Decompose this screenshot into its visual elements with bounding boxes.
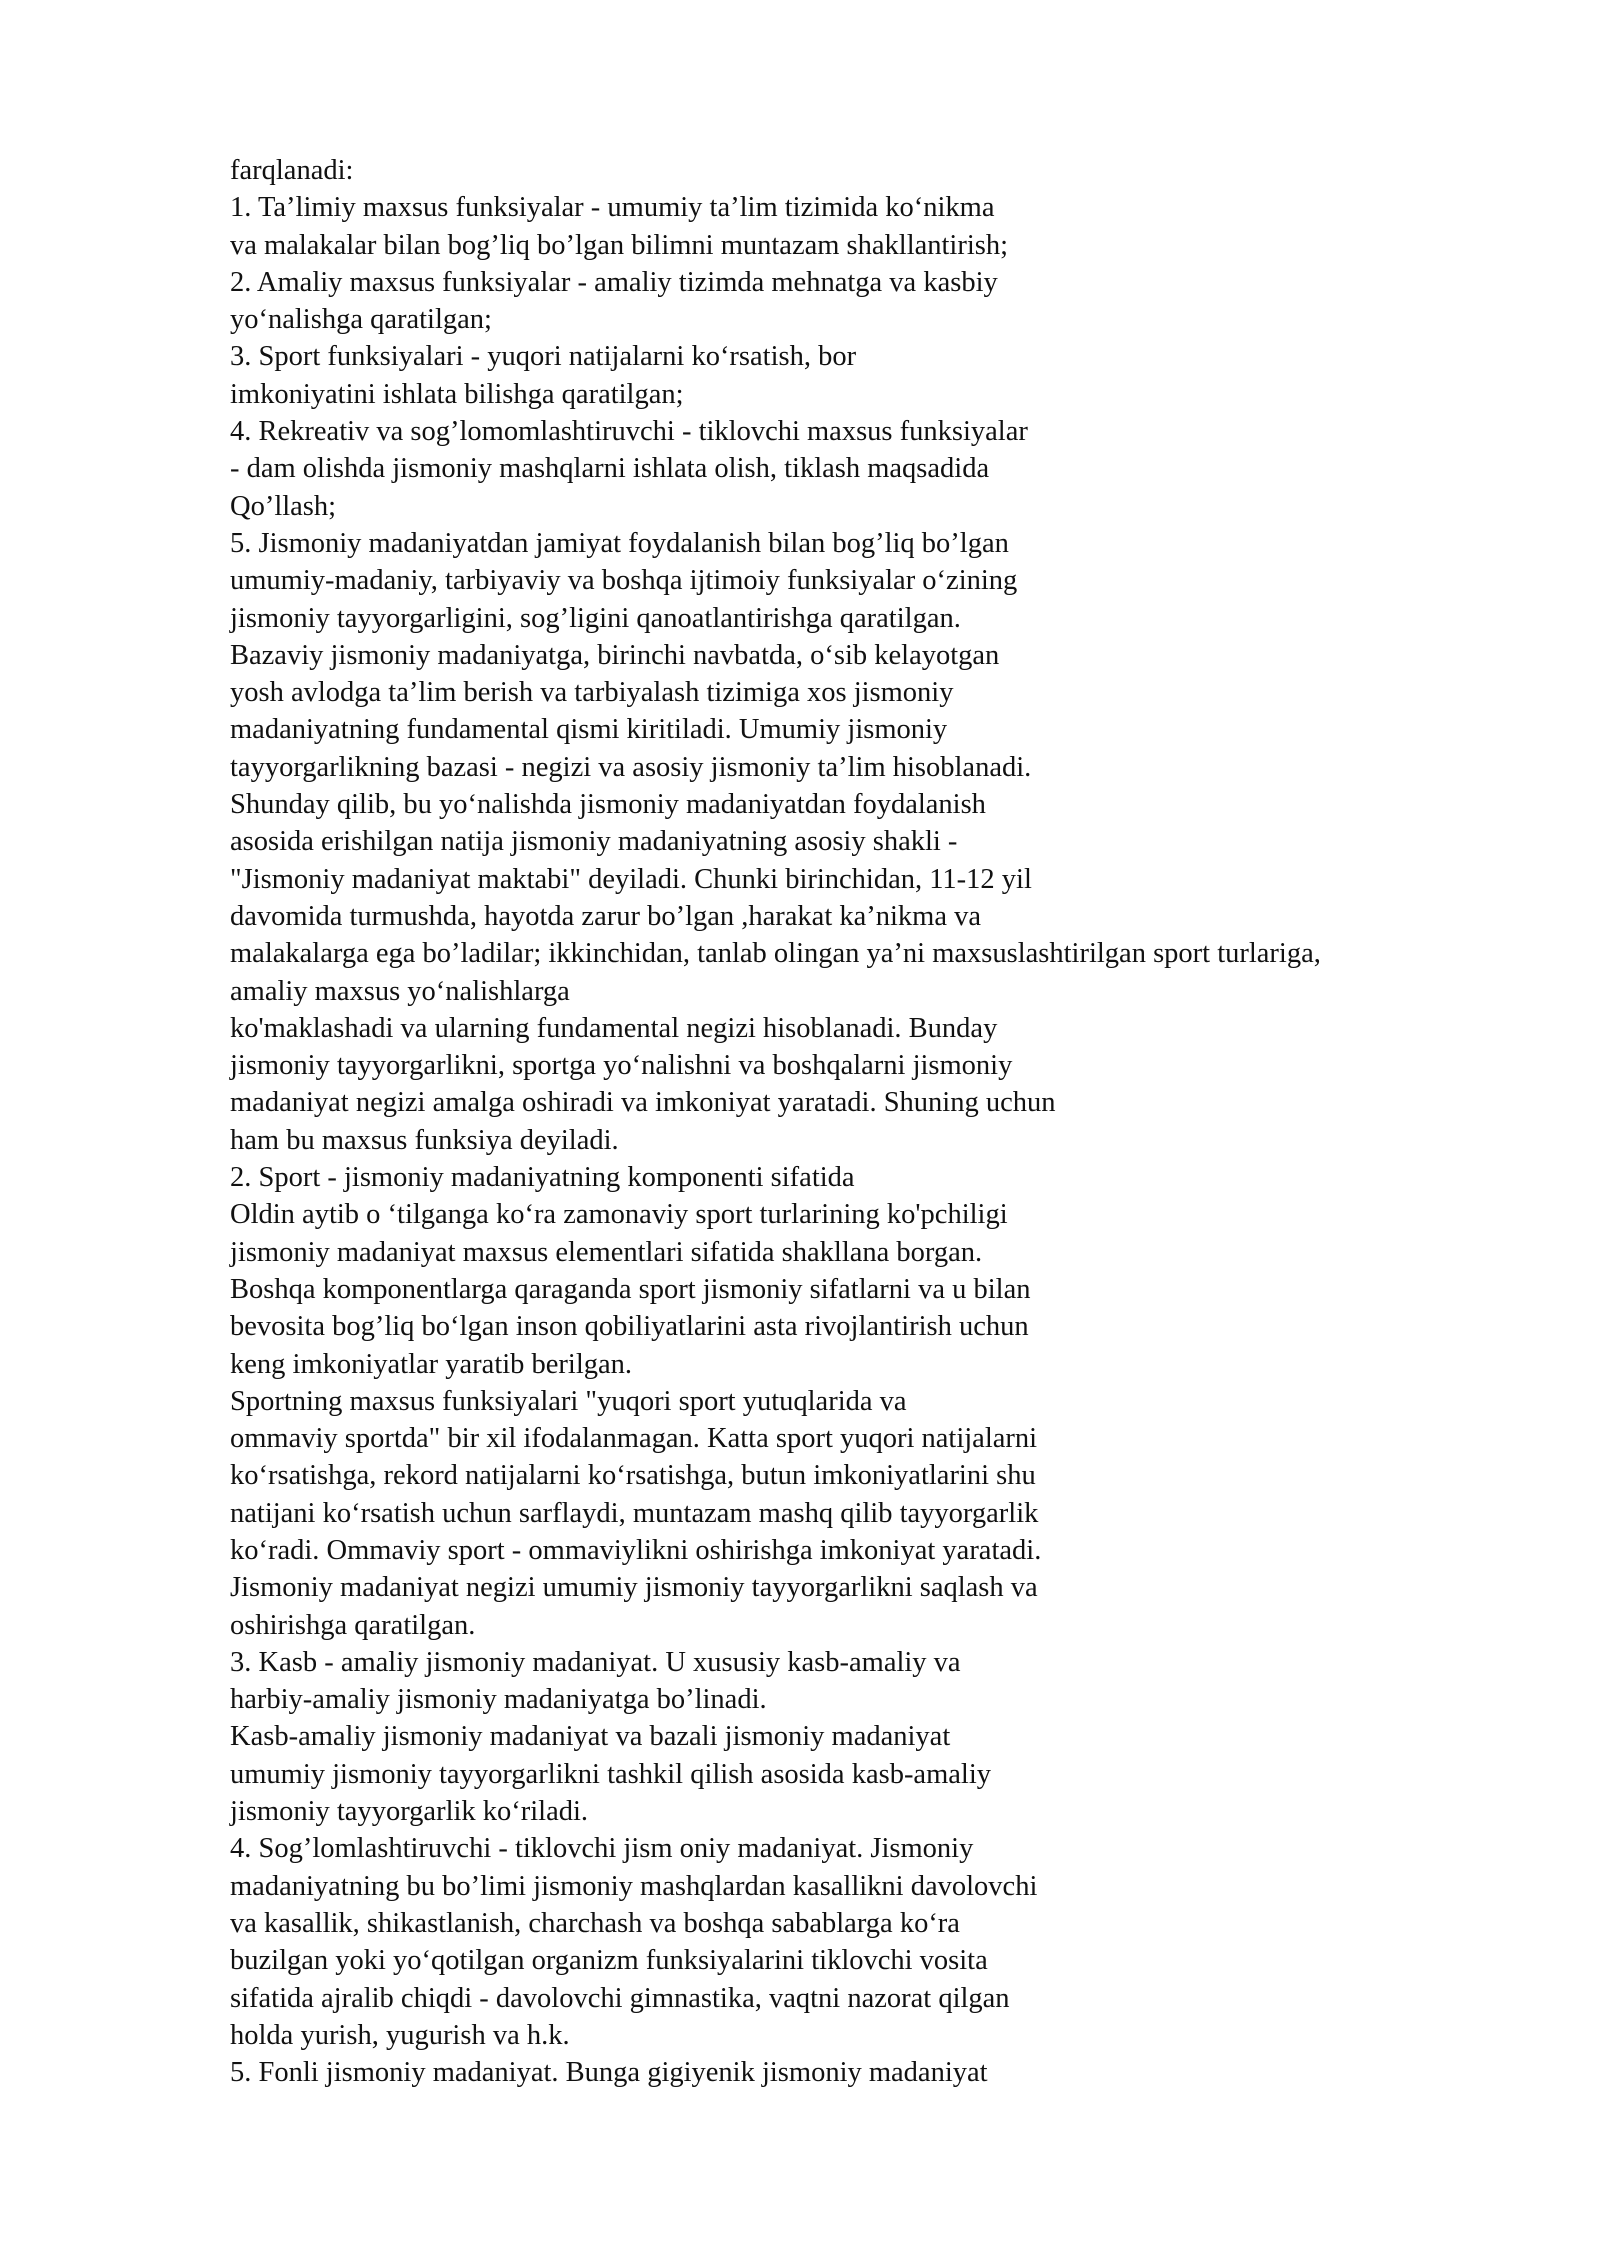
text-line: ko'maklashadi va ularning fundamental negizi hisoblanadi. Bunday — [230, 1012, 998, 1044]
text-line: koʻradi. Ommaviy sport - ommaviylikni oshirishga imkoniyat yaratadi. — [230, 1534, 1042, 1566]
text-line: Jismoniy madaniyat negizi umumiy jismoniy tayyorgarlikni saqlash va — [230, 1572, 1038, 1604]
text-line: koʻrsatishga, rekord natijalarni koʻrsatishga, butun imkoniyatlarini shu — [230, 1460, 1036, 1492]
text-line: umumiy-madaniy, tarbiyaviy va boshqa ijtimoiy funksiyalar oʻzining — [230, 565, 1018, 597]
text-line: 2. Sport - jismoniy madaniyatning komponenti sifatida — [230, 1162, 855, 1194]
text-line: keng imkoniyatlar yaratib berilgan. — [230, 1348, 633, 1380]
text-line: jismoniy tayyorgarligini, sog’ligini qanoatlantirishga qaratilgan. — [230, 602, 961, 634]
text-line: 4. Sog’lomlashtiruvchi - tiklovchi jism oniy madaniyat. Jismoniy — [230, 1833, 974, 1865]
text-line: Shunday qilib, bu yoʻnalishda jismoniy madaniyatdan foydalanish — [230, 789, 986, 821]
text-line: Bazaviy jismoniy madaniyatga, birinchi navbatda, oʻsib kelayotgan — [230, 639, 1000, 671]
text-line: 5. Fonli jismoniy madaniyat. Bunga gigiyenik jismoniy madaniyat — [230, 2057, 988, 2089]
text-line: Sportning maxsus funksiyalari "yuqori sport yutuqlarida va — [230, 1385, 907, 1417]
text-line: holda yurish, yugurish va h.k. — [230, 2019, 570, 2051]
text-line: harbiy-amaliy jismoniy madaniyatga bo’linadi. — [230, 1684, 767, 1716]
text-line: "Jismoniy madaniyat maktabi" deyiladi. Chunki birinchidan, 11-12 yil — [230, 863, 1032, 895]
text-line: Qo’llash; — [230, 490, 337, 522]
text-line: tayyorgarlikning bazasi - negizi va asosiy jismoniy ta’lim hisoblanadi. — [230, 751, 1032, 783]
text-line: jismoniy tayyorgarlikni, sportga yoʻnalishni va boshqalarni jismoniy — [230, 1050, 1013, 1082]
text-line: 2. Amaliy maxsus funksiyalar - amaliy tizimda mehnatga va kasbiy — [230, 266, 998, 298]
text-line: 1. Ta’limiy maxsus funksiyalar - umumiy ta’lim tizimida koʻnikma — [230, 192, 995, 224]
text-line: 3. Kasb - amaliy jismoniy madaniyat. U xususiy kasb-amaliy va — [230, 1646, 961, 1678]
text-line: davomida turmushda, hayotda zarur bo’lgan ,harakat ka’nikma va — [230, 900, 982, 932]
text-line: 5. Jismoniy madaniyatdan jamiyat foydalanish bilan bog’liq bo’lgan — [230, 527, 1009, 559]
text-line: natijani koʻrsatish uchun sarflaydi, muntazam mashq qilib tayyorgarlik — [230, 1497, 1039, 1529]
text-line: va malakalar bilan bog’liq bo’lgan bilimni muntazam shakllantirish; — [230, 229, 1009, 261]
text-line: 4. Rekreativ va sog’lomomlashtiruvchi - tiklovchi maxsus funksiyalar — [230, 416, 1028, 448]
text-line: yosh avlodga ta’lim berish va tarbiyalash tizimiga xos jismoniy — [230, 677, 954, 709]
text-line: - dam olishda jismoniy mashqlarni ishlata olish, tiklash maqsadida — [230, 453, 990, 485]
text-line: umumiy jismoniy tayyorgarlikni tashkil qilish asosida kasb-amaliy — [230, 1758, 991, 1790]
text-line: imkoniyatini ishlata bilishga qaratilgan; — [230, 378, 684, 410]
text-line: buzilgan yoki yoʻqotilgan organizm funksiyalarini tiklovchi vosita — [230, 1945, 988, 1977]
text-line: jismoniy madaniyat maxsus elementlari sifatida shakllana borgan. — [230, 1236, 983, 1268]
text-line: madaniyat negizi amalga oshiradi va imkoniyat yaratadi. Shuning uchun — [230, 1087, 1056, 1119]
text-line: jismoniy tayyorgarlik koʻriladi. — [230, 1796, 589, 1828]
text-line: farqlanadi: — [230, 155, 354, 186]
text-line: madaniyatning bu bo’limi jismoniy mashqlardan kasallikni davolovchi — [230, 1870, 1038, 1902]
text-line: malakalarga ega bo’ladilar; ikkinchidan, tanlab olingan ya’ni maxsuslashtirilgan sport turlariga, — [230, 938, 1321, 970]
text-line: Kasb-amaliy jismoniy madaniyat va bazali jismoniy madaniyat — [230, 1721, 951, 1753]
text-line: 3. Sport funksiyalari - yuqori natijalarni koʻrsatish, bor — [230, 341, 857, 373]
text-line: asosida erishilgan natija jismoniy madaniyatning asosiy shakli - — [230, 826, 958, 858]
text-line: bevosita bog’liq boʻlgan inson qobiliyatlarini asta rivojlantirish uchun — [230, 1311, 1029, 1343]
text-line: sifatida ajralib chiqdi - davolovchi gimnastika, vaqtni nazorat qilgan — [230, 1982, 1010, 2014]
text-line: va kasallik, shikastlanish, charchash va boshqa sabablarga koʻra — [230, 1907, 960, 1939]
text-line: oshirishga qaratilgan. — [230, 1609, 476, 1641]
text-line: Boshqa komponentlarga qaraganda sport jismoniy sifatlarni va u bilan — [230, 1273, 1031, 1305]
text-line: ham bu maxsus funksiya deyiladi. — [230, 1124, 619, 1156]
document-body-text — [230, 152, 1570, 2091]
text-line: amaliy maxsus yoʻnalishlarga — [230, 975, 570, 1007]
text-line: yoʻnalishga qaratilgan; — [230, 304, 492, 336]
text-line: ommaviy sportda" bir xil ifodalanmagan. Katta sport yuqori natijalarni — [230, 1423, 1038, 1455]
text-line: madaniyatning fundamental qismi kiritiladi. Umumiy jismoniy — [230, 714, 948, 746]
text-line: Oldin aytib o ‘tilganga koʻra zamonaviy sport turlarining ko'pchiligi — [230, 1199, 1008, 1231]
